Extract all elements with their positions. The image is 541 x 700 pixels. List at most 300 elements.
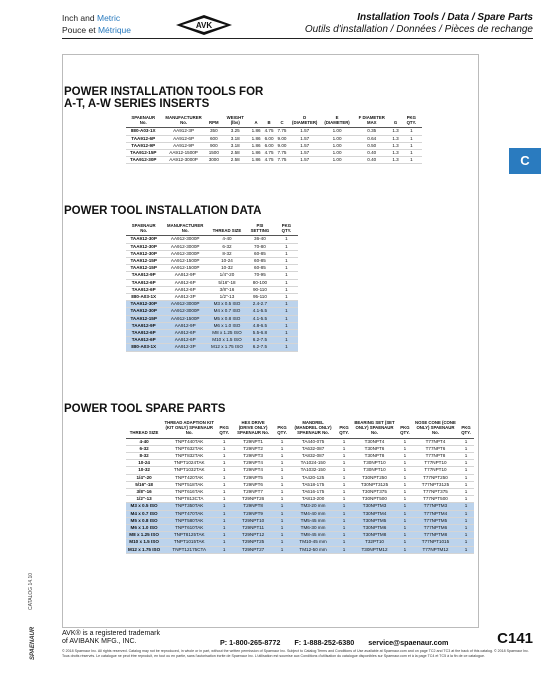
table-cell: 1 xyxy=(336,438,352,445)
table-cell: TAA912-6P xyxy=(126,330,161,337)
table-cell: 1/4"-20 xyxy=(209,272,245,279)
table-cell: 1 xyxy=(397,503,413,510)
table-cell: TA616-175 xyxy=(290,489,336,496)
table-cell: TNPT1024TAK xyxy=(162,460,216,467)
table-row xyxy=(126,279,298,286)
table-cell: 1 xyxy=(275,308,298,315)
table-cell: 1 xyxy=(274,503,290,510)
table-cell: T77NPT8 xyxy=(413,453,458,460)
table-cell: TAA912-30P xyxy=(126,308,161,315)
table-cell: M12 x 1.75 ISO xyxy=(128,546,161,552)
table-cell: 1.00 xyxy=(321,150,353,157)
table-cell: 1 xyxy=(458,517,474,524)
table-cell: 1 xyxy=(336,489,352,496)
table-cell: 3.18 xyxy=(221,142,250,149)
table-cell: 1.86 xyxy=(251,142,261,148)
table-cell: T77NPT10 xyxy=(413,460,458,467)
table-cell: 1 xyxy=(216,532,232,539)
brand-label: SPAENAUR xyxy=(30,626,36,660)
table-cell: TNPT1015TAK xyxy=(162,539,216,546)
table-cell: TNPT8125TAK xyxy=(162,532,216,539)
table-cell: 1 xyxy=(274,496,290,503)
table-cell: T29NPT2 xyxy=(232,445,274,452)
table-cell: 1 xyxy=(275,330,298,337)
table-cell: M10 x 1.5 ISO xyxy=(209,337,245,344)
table-cell: 9.00 xyxy=(277,135,287,141)
table-cell: M12 x 1.75 ISO xyxy=(211,344,243,350)
table-cell: T77NPT250 xyxy=(413,474,458,481)
table-cell: AA912-6P xyxy=(161,330,209,337)
table-cell: 880-A03-1X xyxy=(126,128,160,135)
table-cell: 1 xyxy=(336,510,352,517)
table-cell: TM12-50 mm xyxy=(290,546,336,553)
table-cell: 600 xyxy=(207,135,221,142)
table-cell: 4.1-5.5 xyxy=(245,308,275,315)
table-cell: AA912-9P xyxy=(161,272,209,279)
column-header: MANUFACTURER No. xyxy=(160,114,206,128)
table-cell: T30NPT500 xyxy=(352,496,397,503)
table-row xyxy=(126,453,474,460)
table-row xyxy=(126,532,474,539)
table-cell: 1 xyxy=(274,453,290,460)
table-cell: TNPT518TAK xyxy=(162,481,216,488)
table-cell: 1 xyxy=(401,128,422,135)
table-cell: 1 xyxy=(216,539,232,546)
table-cell: 1 xyxy=(401,135,422,142)
table-cell: 4.75 xyxy=(264,128,274,134)
table-cell: 1 xyxy=(336,546,352,553)
column-header: F DIAMETER MAX xyxy=(353,114,390,128)
table-cell: AA912-6P xyxy=(161,337,209,344)
table-cell: 1.86 xyxy=(251,157,261,163)
table-cell: 1 xyxy=(274,489,290,496)
table-cell: TA1024-150 xyxy=(290,460,336,467)
table-cell: AA912-3P xyxy=(161,344,209,351)
table-cell: 1 xyxy=(274,474,290,481)
table-cell: 4-40 xyxy=(126,438,162,445)
installation-data-table xyxy=(126,222,298,352)
table-cell: 1 xyxy=(275,294,298,301)
column-header: THREAD ADAPTION KIT (KIT ONLY) SPAENAUR No. xyxy=(162,419,216,438)
table-cell: TM10-45 mm xyxy=(290,539,336,546)
table-cell: 1 xyxy=(274,525,290,532)
column-header: BEARING SET (SET ONLY) SPAENAUR No. xyxy=(352,419,397,438)
table-cell: 1 xyxy=(216,467,232,474)
table-cell: T30NPT4 xyxy=(352,438,397,445)
table-cell: 1.00 xyxy=(321,157,353,164)
table-cell: 60-85 xyxy=(245,265,275,272)
table-row xyxy=(126,150,422,157)
table-cell: M5 x 0.8 ISO xyxy=(209,315,245,322)
table-cell: 1.3 xyxy=(392,128,399,134)
table-cell: 1 xyxy=(458,438,474,445)
table-cell: 1 xyxy=(216,474,232,481)
table-cell: 1 xyxy=(216,525,232,532)
table-cell: 1.3 xyxy=(392,150,399,156)
table-cell: T29NPT6 xyxy=(232,481,274,488)
table-row xyxy=(126,525,474,532)
table-cell: M6 x 1.0 ISO xyxy=(126,525,162,532)
table-cell: 1 xyxy=(275,337,298,344)
table-cell: 95-110 xyxy=(245,294,275,301)
table-cell: 9.00 xyxy=(277,142,287,148)
table-cell: TM8-45 mm xyxy=(290,532,336,539)
table-cell: 1/2"-13 xyxy=(126,496,162,503)
table-row xyxy=(126,322,298,329)
table-cell: 1.57 xyxy=(288,135,320,142)
table-cell: 1500 xyxy=(208,150,219,156)
table-cell: 1 xyxy=(275,272,298,279)
table-cell: T77NPTM6 xyxy=(413,525,458,532)
table-cell: 4.1-5.5 xyxy=(245,315,275,322)
table-cell: 1 xyxy=(274,467,290,474)
table-cell: 6.2-7.5 xyxy=(245,344,275,351)
table-cell: 3/8"-16 xyxy=(126,489,162,496)
section1-title-line1: POWER INSTALLATION TOOLS FOR xyxy=(64,86,264,98)
table-cell: T30NPTM6 xyxy=(352,525,397,532)
table-cell: T29NPT10 xyxy=(232,517,274,524)
table-cell: 1.57 xyxy=(288,142,320,149)
table-cell: TA1032-150 xyxy=(290,467,336,474)
table-row xyxy=(126,474,474,481)
column-header: C xyxy=(276,114,289,128)
table-cell: T77NPT3125 xyxy=(413,481,458,488)
table-cell: 1 xyxy=(458,474,474,481)
table-cell: T77NPTM4 xyxy=(413,510,458,517)
column-header: HEX DRIVE (DRIVE ONLY) SPAENAUR No. xyxy=(232,419,274,438)
table-cell: T30NPTM12 xyxy=(352,546,397,553)
units-line1-a: Inch and xyxy=(62,13,95,23)
table-row xyxy=(126,250,298,257)
table-cell: AA912-6P xyxy=(161,279,209,286)
table-cell: 1.57 xyxy=(288,128,320,135)
table-cell: TAA912-30P xyxy=(126,301,161,308)
table-cell: AA912-9P xyxy=(161,322,209,329)
units-label xyxy=(62,12,131,36)
column-header: PKG QTY. xyxy=(216,419,232,438)
table-cell: T29NPT11 xyxy=(232,525,274,532)
table-cell: T29NPT25 xyxy=(232,539,274,546)
table-cell: 10-32 xyxy=(209,265,245,272)
table-cell: 3/8"-16 xyxy=(209,286,245,293)
column-header: PKG QTY. xyxy=(397,419,413,438)
table-cell: TA813-200 xyxy=(290,496,336,503)
table-cell: T29NPT26 xyxy=(232,496,274,503)
table-cell: T77NPTM8 xyxy=(413,532,458,539)
table-cell: T30NPT10 xyxy=(352,460,397,467)
table-cell: M4 x 0.7 ISO xyxy=(209,308,245,315)
table-header-row xyxy=(126,114,422,128)
table-cell: 1.57 xyxy=(288,157,320,164)
table-row xyxy=(126,517,474,524)
table-row xyxy=(126,438,474,445)
table-cell: TNPT632TAK xyxy=(162,445,216,452)
table-row xyxy=(126,286,298,293)
table-cell: 1 xyxy=(216,481,232,488)
table-cell: 3.25 xyxy=(221,128,250,135)
table-cell: 1.3 xyxy=(392,157,399,163)
table-cell: 1 xyxy=(458,489,474,496)
table-cell: T29NPT27 xyxy=(232,546,274,553)
table-cell: 1 xyxy=(336,481,352,488)
column-header: PSI SETTING xyxy=(245,222,275,236)
table-cell: 1.3 xyxy=(392,142,399,148)
table-cell: 0.50 xyxy=(353,142,390,149)
units-line2-b: Métrique xyxy=(97,25,132,35)
table-row xyxy=(126,481,474,488)
email-link[interactable]: service@spaenaur.com xyxy=(368,638,449,647)
table-cell: TAA912-30P xyxy=(126,236,161,243)
table-cell: 6-32 xyxy=(126,445,162,452)
table-cell: 1 xyxy=(458,445,474,452)
table-cell: AA912-1500P xyxy=(160,150,206,157)
table-cell: 1 xyxy=(275,286,298,293)
table-cell: 1 xyxy=(275,301,298,308)
table-cell: 70-95 xyxy=(245,272,275,279)
table-cell: 900 xyxy=(207,142,221,149)
installation-tools-table xyxy=(126,114,422,164)
table-cell: 7.75 xyxy=(277,128,287,134)
table-cell: 7.75 xyxy=(277,157,287,163)
table-row xyxy=(126,496,474,503)
table-cell: T77NPTM3 xyxy=(413,503,458,510)
table-cell: TAA912-6P xyxy=(126,337,161,344)
table-cell: 0.35 xyxy=(353,128,390,135)
catalog-label: CATALOG 14.10 xyxy=(28,572,34,610)
table-cell: 1 xyxy=(397,532,413,539)
table-cell: 1 xyxy=(458,481,474,488)
table-cell: 1 xyxy=(216,546,232,553)
table-cell: 1 xyxy=(216,489,232,496)
table-cell: 1 xyxy=(458,532,474,539)
table-cell: M4 x 0.7 ISO xyxy=(126,510,162,517)
table-cell: 1 xyxy=(397,453,413,460)
table-cell: 1 xyxy=(274,546,290,553)
table-cell: TAA912-15P xyxy=(126,265,161,272)
table-cell: TAA912-6P xyxy=(126,279,161,286)
table-cell: 1 xyxy=(397,474,413,481)
table-row xyxy=(126,236,298,243)
table-cell: 80-100 xyxy=(245,279,275,286)
table-cell: T29NPT3 xyxy=(232,453,274,460)
table-cell: 1 xyxy=(336,539,352,546)
table-cell: T77NPTM5 xyxy=(413,517,458,524)
table-cell: 1 xyxy=(397,489,413,496)
table-cell: 1 xyxy=(336,525,352,532)
table-cell: AA912-1500P xyxy=(161,315,209,322)
column-header: MANUFACTURER No. xyxy=(161,222,209,236)
table-cell: TA518-175 xyxy=(290,481,336,488)
table-cell: TAA912-30P xyxy=(126,250,161,257)
table-cell: T29NPT8 xyxy=(232,503,274,510)
table-cell: 8-32 xyxy=(209,250,245,257)
column-header: THREAD SIZE xyxy=(209,222,245,236)
table-cell: M8 x 1.25 ISO xyxy=(126,532,162,539)
table-cell: M3 x 0.5 ISO xyxy=(209,301,245,308)
table-cell: 1.00 xyxy=(321,128,353,135)
table-cell: TNPT440TAK xyxy=(162,438,216,445)
table-row xyxy=(126,308,298,315)
table-cell: T30NPTM5 xyxy=(352,517,397,524)
table-cell: 1 xyxy=(336,467,352,474)
column-header: G xyxy=(390,114,400,128)
table-cell: T30NPT250 xyxy=(352,474,397,481)
table-cell: 1/2"-13 xyxy=(209,294,245,301)
header-title-fr: Outils d'installation / Données / Pièces de rechange xyxy=(304,24,533,35)
table-cell: 1 xyxy=(275,279,298,286)
table-cell: TAA912-15P xyxy=(126,258,161,265)
trademark-note xyxy=(62,630,212,646)
table-cell: AA912-3000P xyxy=(161,301,209,308)
table-cell: T30NPTM3 xyxy=(352,503,397,510)
table-cell: 1.3 xyxy=(392,135,399,141)
table-row xyxy=(126,258,298,265)
table-cell: 880-A03-1X xyxy=(126,344,161,351)
table-cell: 1 xyxy=(275,236,298,243)
table-cell: 4.8-6.5 xyxy=(245,322,275,329)
table-cell: 8-32 xyxy=(126,453,162,460)
table-row xyxy=(126,135,422,142)
table-cell: TA832-087 xyxy=(290,453,336,460)
column-header: SPAENAUR No. xyxy=(126,222,161,236)
table-row xyxy=(126,337,298,344)
table-cell: T30NPT10 xyxy=(352,467,397,474)
table-cell: T30NPT375 xyxy=(352,489,397,496)
table-cell: TM3-20 mm xyxy=(290,503,336,510)
table-cell: T29NPT9 xyxy=(232,510,274,517)
column-header: WEIGHT (lbs) xyxy=(221,114,250,128)
table-cell: 1 xyxy=(216,438,232,445)
table-cell: T29NPT7 xyxy=(232,489,274,496)
table-header-row xyxy=(126,222,298,236)
table-cell: T29NPT1 xyxy=(232,438,274,445)
table-cell: T77NPT4 xyxy=(413,438,458,445)
contact-info xyxy=(220,638,462,647)
table-cell: TM5-45 mm xyxy=(290,517,336,524)
table-cell: TNPT470TAK xyxy=(162,510,216,517)
header-title xyxy=(305,12,533,36)
section3-title: POWER TOOL SPARE PARTS xyxy=(64,403,226,415)
avk-logo xyxy=(174,14,234,36)
table-cell: TNPT350TAK xyxy=(162,503,216,510)
trademark-line1: AVK® is a registered trademark xyxy=(62,630,161,637)
phone-number[interactable]: P: 1-800-265-8772 xyxy=(220,638,281,647)
table-cell: 10-24 xyxy=(126,460,162,467)
table-cell: TAA912-9P xyxy=(126,142,160,149)
table-cell: AA912-3P xyxy=(160,128,206,135)
table-cell: 10-32 xyxy=(126,467,162,474)
table-cell: 6.00 xyxy=(264,135,274,141)
table-cell: 1.57 xyxy=(288,150,320,157)
table-cell: T77NPTM12 xyxy=(413,546,458,553)
table-cell: 90-110 xyxy=(245,286,275,293)
header-divider xyxy=(62,38,533,39)
table-cell: 1 xyxy=(274,445,290,452)
column-header: THREAD SIZE xyxy=(126,419,162,438)
table-cell: T29NPT5 xyxy=(232,474,274,481)
table-cell: T29NPT4 xyxy=(232,467,274,474)
table-cell: 5.5-6.8 xyxy=(245,330,275,337)
table-cell: 350 xyxy=(207,128,221,135)
table-cell: 1 xyxy=(336,496,352,503)
table-cell: M6 x 1.0 ISO xyxy=(209,322,245,329)
table-row xyxy=(126,344,298,351)
table-cell: 1 xyxy=(397,539,413,546)
table-cell: 7.75 xyxy=(277,150,287,156)
table-cell: 1 xyxy=(458,546,474,553)
column-header: PKG QTY. xyxy=(274,419,290,438)
table-cell: T29NPT4 xyxy=(232,460,274,467)
logo-text: AVK xyxy=(195,21,213,30)
table-cell: 1 xyxy=(216,496,232,503)
table-cell: 1 xyxy=(274,481,290,488)
table-cell: 10-24 xyxy=(209,258,245,265)
table-cell: 60-85 xyxy=(245,258,275,265)
table-cell: 1 xyxy=(458,503,474,510)
table-cell: 1.00 xyxy=(321,135,353,142)
section-tab[interactable]: C xyxy=(509,148,541,174)
table-cell: 1 xyxy=(336,453,352,460)
table-cell: 1 xyxy=(274,539,290,546)
table-cell: TAA912-9P xyxy=(126,322,161,329)
table-cell: 1 xyxy=(458,460,474,467)
table-row xyxy=(126,128,422,135)
table-cell: 1 xyxy=(397,525,413,532)
column-header: B xyxy=(263,114,276,128)
table-cell: TNPT813CTA xyxy=(162,496,216,503)
table-cell: 1 xyxy=(397,496,413,503)
table-row xyxy=(126,460,474,467)
table-cell: AA912-1500P xyxy=(161,265,209,272)
table-cell: TAA912-6P xyxy=(126,286,161,293)
table-row xyxy=(126,330,298,337)
table-cell: 1 xyxy=(216,445,232,452)
table-cell: M3 x 0.5 ISO xyxy=(126,503,162,510)
table-cell: 6-32 xyxy=(209,243,245,250)
table-row xyxy=(126,315,298,322)
table-cell: 1.00 xyxy=(321,142,353,149)
table-row xyxy=(126,265,298,272)
column-header: E (DIAMETER) xyxy=(321,114,353,128)
table-cell: 1 xyxy=(336,460,352,467)
table-cell: 2.58 xyxy=(221,150,250,157)
table-cell: 1 xyxy=(274,460,290,467)
table-cell: 1 xyxy=(401,142,422,149)
table-cell: 36-40 xyxy=(245,236,275,243)
table-cell: 4.75 xyxy=(264,157,274,163)
table-row xyxy=(126,243,298,250)
table-cell: 1 xyxy=(216,510,232,517)
table-cell: 1 xyxy=(397,481,413,488)
table-cell: TA632-087 xyxy=(290,445,336,452)
table-header-row xyxy=(126,419,474,438)
table-cell: TA440-075 xyxy=(290,438,336,445)
table-cell: TNPT616TAK xyxy=(162,489,216,496)
table-cell: 3.18 xyxy=(221,135,250,142)
table-cell: 1 xyxy=(458,453,474,460)
table-cell: 1 xyxy=(275,258,298,265)
table-cell: T77NPT1015 xyxy=(413,539,458,546)
table-cell: TNPT420TAK xyxy=(162,474,216,481)
table-cell: 1 xyxy=(336,445,352,452)
page-header xyxy=(0,0,541,42)
table-cell: 1.86 xyxy=(251,128,261,134)
table-cell: AA912-6P xyxy=(161,286,209,293)
table-cell: T77NPT500 xyxy=(413,496,458,503)
table-cell: 6.00 xyxy=(264,142,274,148)
table-cell: 3000 xyxy=(208,157,219,163)
table-cell: TA420-125 xyxy=(290,474,336,481)
